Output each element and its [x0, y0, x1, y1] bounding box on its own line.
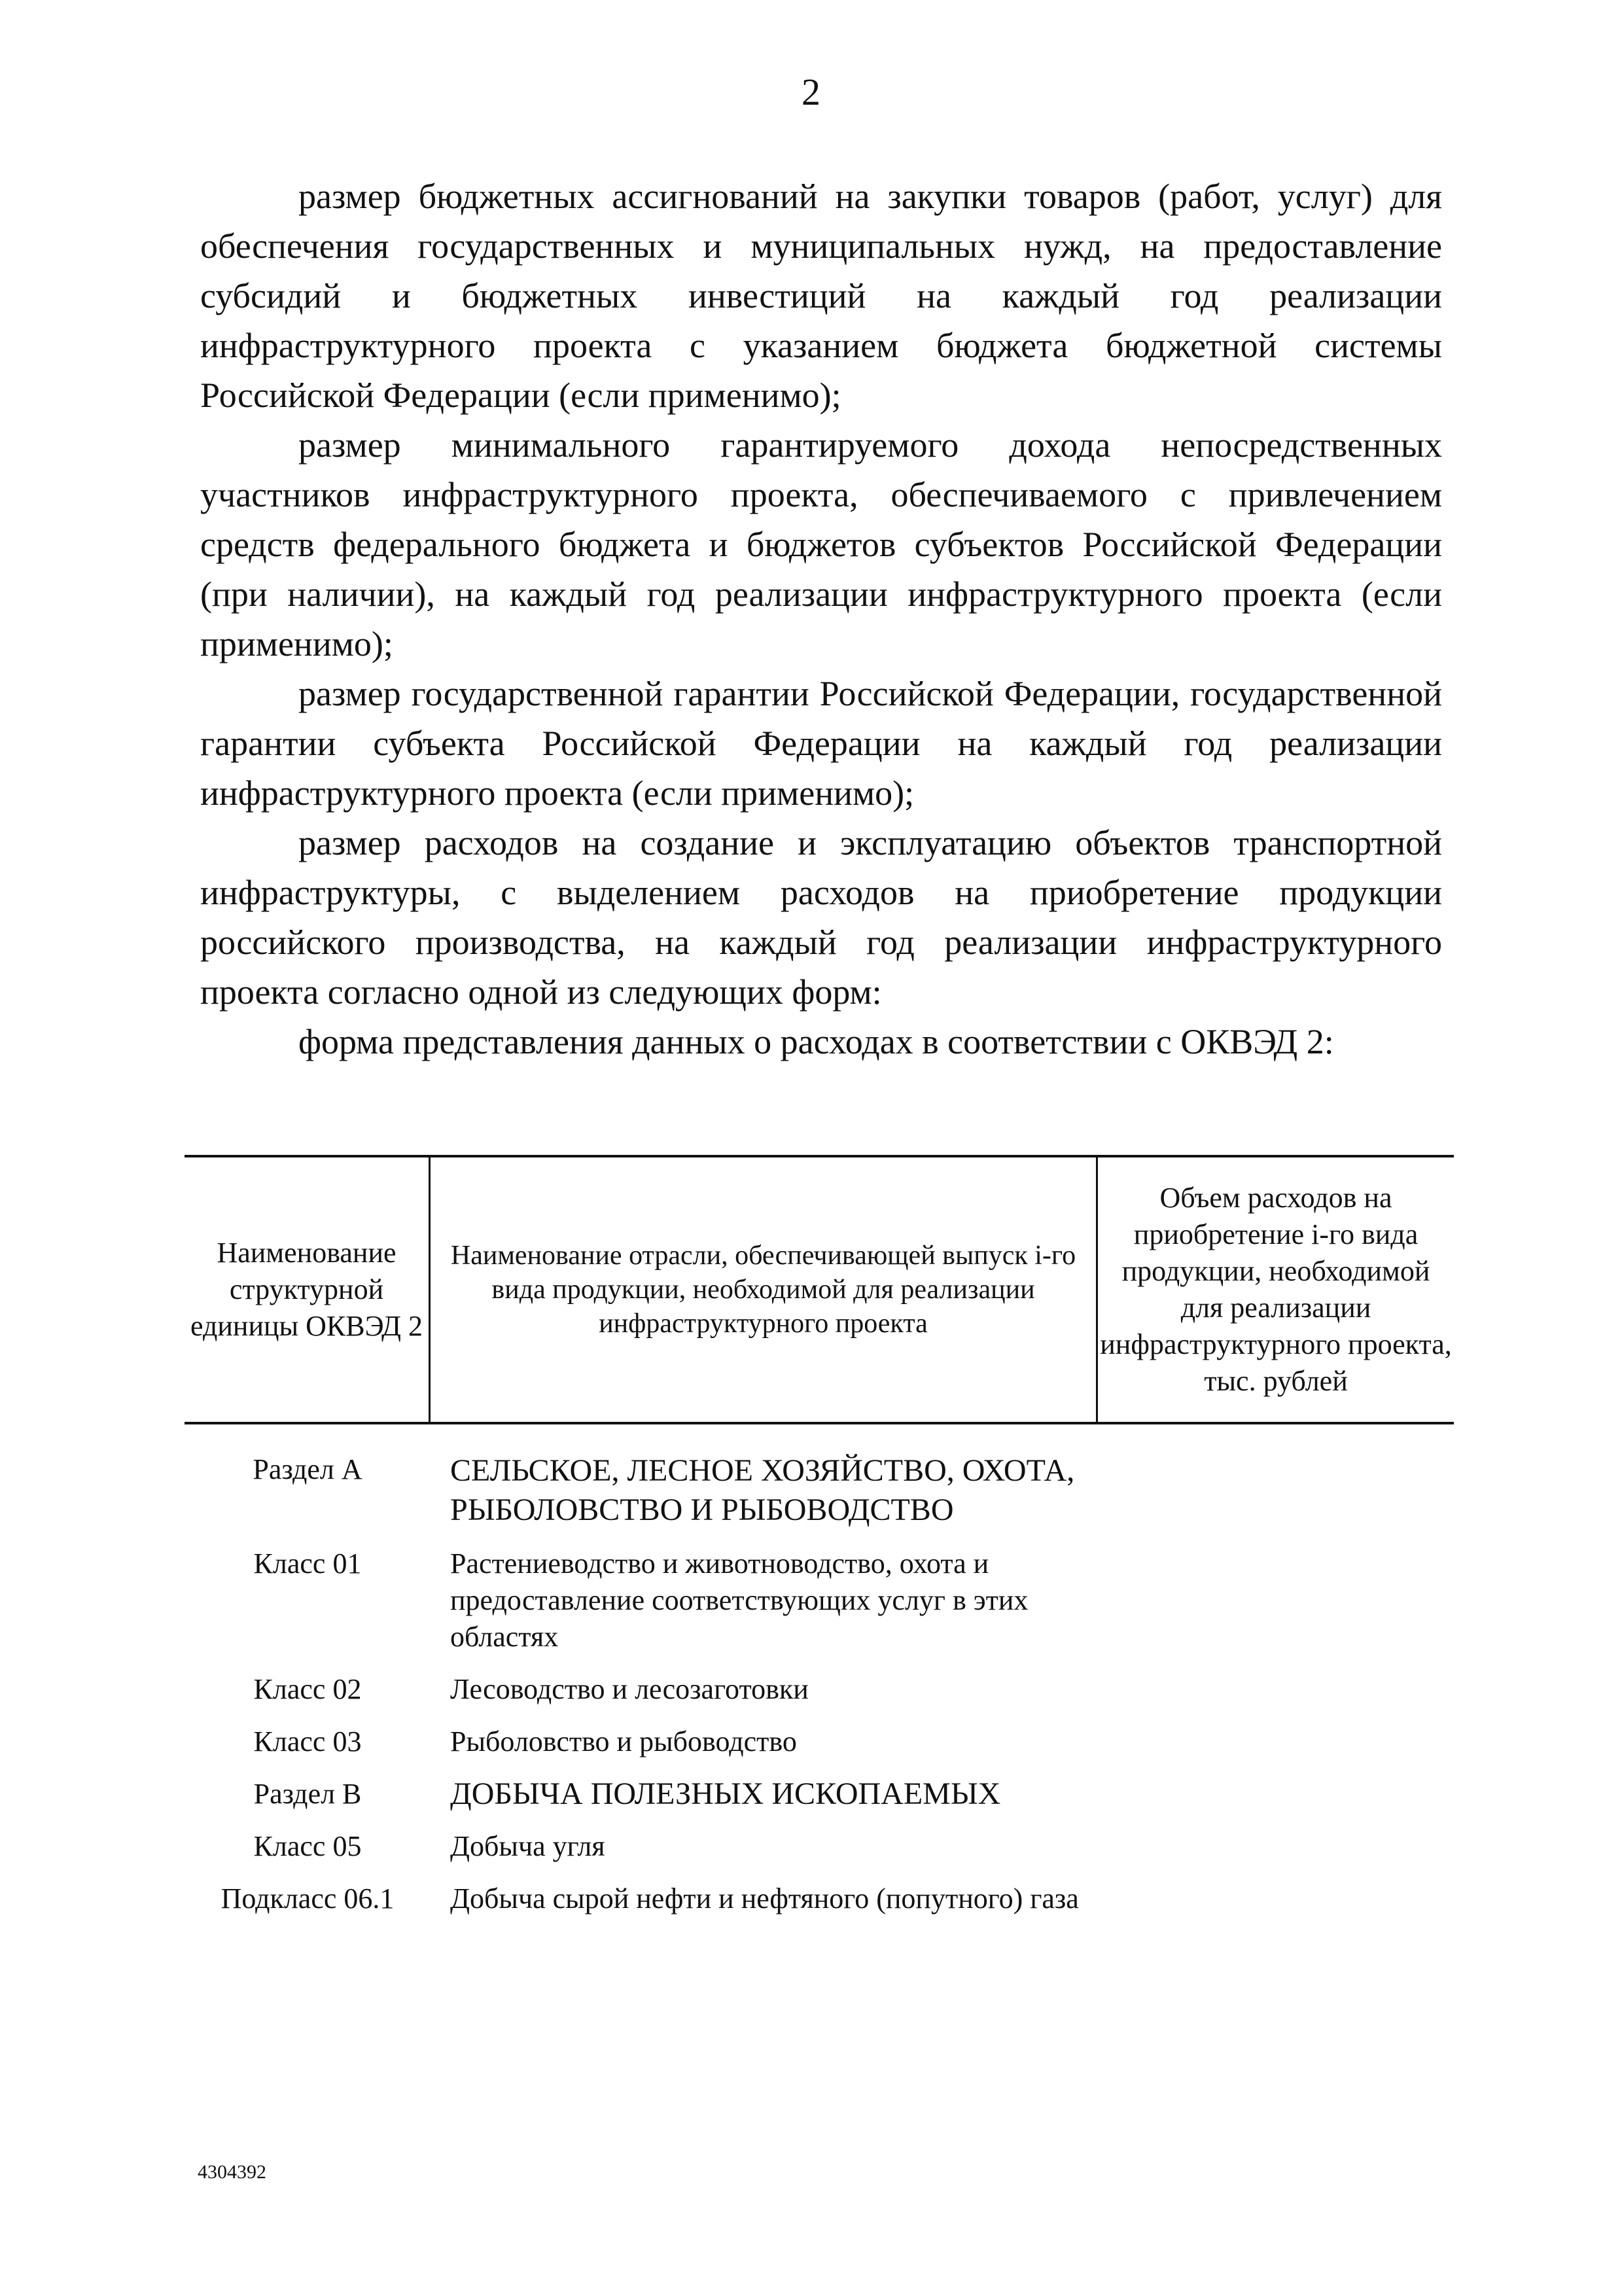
paragraph: размер бюджетных ассигнований на закупки товаров (работ, услуг) для обеспечения государственных и муниципальных нужд, на предоставление субсидий и бюджетных инвестиций на каждый год реализации инфраструктурного проекта с указанием бюджета бюджетной системы Российской Федерации (если применимо);: [200, 177, 1442, 415]
table-row: [185, 1723, 1454, 1760]
table-row: [185, 1451, 1454, 1530]
row-name: Растениеводство и животноводство, охота и предоставление соответствующих услуг в этих областях: [450, 1547, 1029, 1653]
row-name: Добыча сырой нефти и нефтяного (попутного) газа: [450, 1882, 1079, 1915]
row-code: Раздел В: [253, 1778, 362, 1810]
header-volume: Объем расходов на приобретение i-го вида продукции, необходимой для реализации инфраструктурного проекта, тыс. рублей: [1100, 1182, 1452, 1397]
table-row: [185, 1671, 1454, 1708]
table-row: [185, 1776, 1454, 1812]
row-code: Класс 05: [253, 1830, 362, 1862]
body-text: [200, 171, 1442, 1067]
row-code: Подкласс 06.1: [220, 1882, 395, 1915]
table-row: [185, 1828, 1454, 1865]
row-code: Раздел А: [253, 1453, 362, 1485]
row-code: Класс 01: [253, 1547, 362, 1580]
okved-table-header: [185, 1155, 1454, 1424]
table-row: [185, 1545, 1454, 1655]
paragraph: размер расходов на создание и эксплуатацию объектов транспортной инфраструктуры, с выделением расходов на приобретение продукции российского производства, на каждый год реализации инфраструктурного проекта согласно одной из следующих форм:: [200, 823, 1442, 1012]
row-code: Класс 03: [253, 1725, 362, 1757]
row-name: Лесоводство и лесозаготовки: [450, 1673, 809, 1705]
row-name: Рыболовство и рыбоводство: [450, 1725, 797, 1757]
header-industry: Наименование отрасли, обеспечивающей выпуск i-го вида продукции, необходимой для реализации инфраструктурного проекта: [431, 1157, 1098, 1422]
row-code: Класс 02: [253, 1673, 362, 1705]
row-name: Добыча угля: [450, 1830, 605, 1862]
row-name: СЕЛЬСКОЕ, ЛЕСНОЕ ХОЗЯЙСТВО, ОХОТА, РЫБОЛОВСТВО И РЫБОВОДСТВО: [450, 1453, 1075, 1527]
table-row: [185, 1881, 1454, 1917]
paragraph: размер государственной гарантии Российской Федерации, государственной гарантии субъекта Российской Федерации на каждый год реализации инфраструктурного проекта (если применимо);: [200, 674, 1442, 813]
paragraph: форма представления данных о расходах в соответствии с ОКВЭД 2:: [298, 1022, 1334, 1061]
header-code: Наименование структурной единицы ОКВЭД 2: [185, 1157, 431, 1422]
page-number: 2: [802, 71, 820, 113]
okved-table-body: [185, 1451, 1454, 1933]
paragraph: размер минимального гарантируемого дохода непосредственных участников инфраструктурного проекта, обеспечиваемого с привлечением средств федерального бюджета и бюджетов субъектов Российской Федерации (при наличии), на каждый год реализации инфраструктурного проекта (если применимо);: [200, 425, 1442, 663]
row-name: ДОБЫЧА ПОЛЕЗНЫХ ИСКОПАЕМЫХ: [450, 1776, 1001, 1811]
document-id: 4304392: [198, 2161, 266, 2183]
